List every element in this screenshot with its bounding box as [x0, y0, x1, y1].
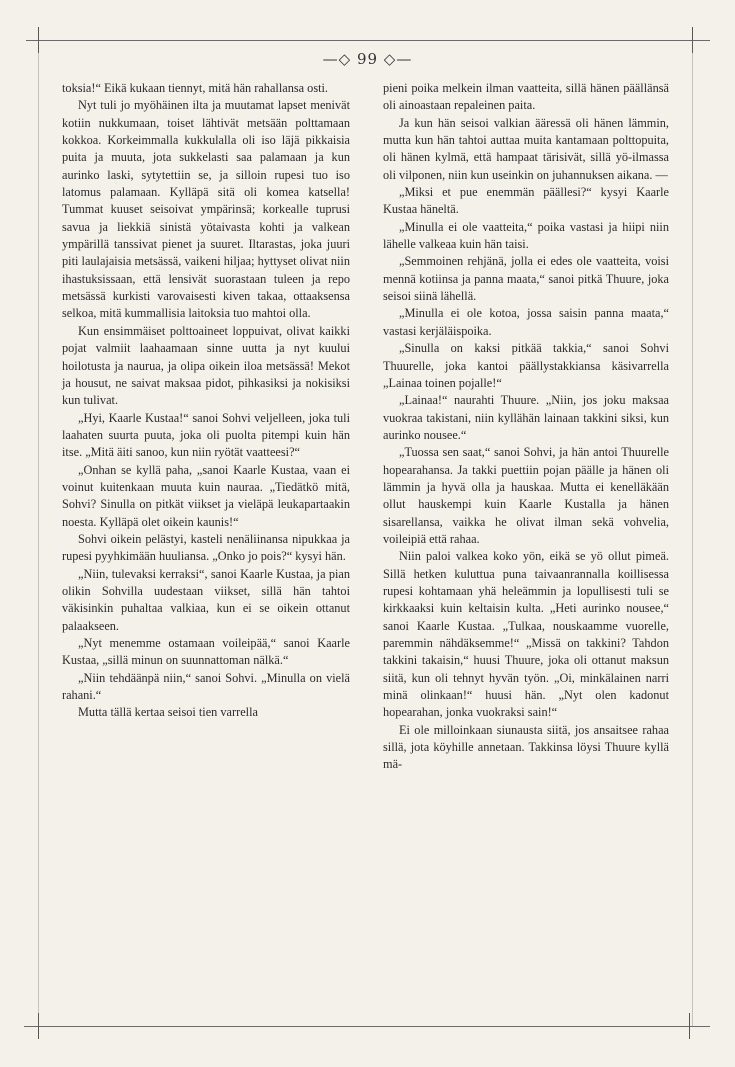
paragraph: „Hyi, Kaarle Kustaa!“ sanoi Sohvi veljelleen, joka tuli laahaten suurta puuta, joka oli puolta pitempi kuin hän itse. „Mitä äiti sanoo, kun niin ryötät vaatteesi?“	[62, 410, 350, 460]
paragraph: „Miksi et pue enemmän päällesi?“ kysyi Kaarle Kustaa häneltä.	[383, 185, 669, 217]
paragraph: „Onhan se kyllä paha, „sanoi Kaarle Kustaa, vaan ei voinut kuitenkaan muuta kuin nauraa. „Tiedätkö mitä, Sohvi? Sinulla on pitkät viikset ja vieläpä leukapartaakin noesta. Kylläpä olet oikein kaunis!“	[62, 462, 350, 529]
right-frame-line	[692, 40, 693, 1026]
paragraph: „Semmoinen rehjänä, jolla ei edes ole vaatteita, voisi mennä kotiinsa ja panna maata,“ sanoi pitkä Thuure, joka seisoi siinä lähellä.	[383, 254, 669, 304]
left-frame-line	[38, 40, 39, 1026]
paragraph: Ei ole milloinkaan siunausta siitä, jos ansaitsee rahaa sillä, jota köyhille annetaan. Takkinsa löysi Thuure kyllä mä-	[383, 722, 669, 772]
bottom-rule	[24, 1026, 710, 1027]
paragraph: pieni poika melkein ilman vaatteita, sillä hänen päällänsä oli ainoastaan repaleinen paita.	[383, 81, 669, 113]
paragraph: „Minulla ei ole kotoa, jossa saisin panna maata,“ vastasi kerjäläispoika.	[383, 306, 669, 338]
paragraph: „Tuossa sen saat,“ sanoi Sohvi, ja hän antoi Thuurelle hopearahansa. Ja takki puettiin pojan päälle ja hänen oli lämmin ja hyvä olla ja hauskaa. Mutta ei kenelläkään ollut hauskempi kuin Kaarle Kustalla ja hänen sisarellansa, vaikka he olivat ilman sekä vohvelia, voileipiä että rahaa.	[383, 445, 669, 546]
paragraph: „Sinulla on kaksi pitkää takkia,“ sanoi Sohvi Thuurelle, joka kantoi päällystakkiansa käsivarrella „Lainaa toinen pojalle!“	[383, 341, 669, 390]
paragraph: Mutta tällä kertaa seisoi tien varrella	[78, 705, 258, 720]
paragraph: Nyt tuli jo myöhäinen ilta ja muutamat lapset menivät kotiin nukkumaan, toiset lähtivät metsään polttamaan kokkoa. Korkeimmalla kukkulalla oli iso läjä pikkaisia puita ja muuta, jota sukkelasti saa palamaan ja kun aurinko laski, sytytettiin se, ja silloin rupesi tuo iso latomus palamaan. Kylläpä sitä oli komea katsella! Tummat kuuset seisoivat ympärinsä; korkealle tuprusi savua ja liekkiä sinistä yötaivasta kohti ja valkean ympärillä tanssivat pienet ja suuret. Iltarastas, joka juuri piti laulajaisia metsässä, vaikeni hiljaa; hyttyset olivat niin ihastuksissaan, että lensivät suorastaan tuleen ja repo metsässä kurkisti varovaisesti kiven takaa, ottaaksensa selkoa, mitä kummallisia laitoksia tuo mahtoi olla.	[62, 98, 350, 321]
paragraph: „Lainaa!“ naurahti Thuure. „Niin, jos joku maksaa vuokraa takistani, niin kyllähän lainaan takkini siksi, kun aurinko nousee.“	[383, 393, 669, 442]
paragraph: Niin paloi valkea koko yön, eikä se yö ollut pimeä. Sillä hetken kuluttua puna taivaanrannalla koillisessa rupesi kohtamaan yhä heleämmin ja lopullisesti tuli se kirkkaaksi kuin keltaisin kulta. „Heti aurinko nousee,“ sanoi Kaarle Kustaa. „Tulkaa, nouskaamme vuorelle, paremmin nähdäksemme!“ „Missä on takkini? Tahdon takkini takaisin,“ huusi Thuure, joka oli ottanut maksun siitä, kun oli tehnyt hyvän työn. „Oi, minkälainen narri minä olinkaan!“ huusi hän. „Nyt olen kadonut hopearahan, jonka vuokraksi sain!“	[383, 549, 669, 720]
left-text-column	[62, 80, 350, 722]
paragraph: Kun ensimmäiset polttoaineet loppuivat, olivat kaikki pojat valmiit laahaamaan sinne uutta ja nyt kuului hoilotusta ja naurua, ja olipa oikein iloa metsässä! Mekot ja housut, ne saivat maksaa pidot, pihkasiksi ja nokisiksi kun tulivat.	[62, 323, 350, 408]
paragraph: toksia!“ Eikä kukaan tiennyt, mitä hän rahallansa osti.	[62, 81, 329, 95]
paragraph: „Niin, tulevaksi kerraksi“, sanoi Kaarle Kustaa, ja pian olikin Sohvilla uudestaan viikset, sillä hän tahtoi väkisinkin puhaltaa valkiaa, kun ei se oikein ottanut palaakseen.	[62, 566, 350, 633]
paragraph: Ja kun hän seisoi valkian ääressä oli hänen lämmin, mutta kun hän tahtoi auttaa muita kantamaan polttopuita, oli hänen kylmä, että hampaat tärisivät, sillä yö-ilmassa oli vilponen, niin kun useinkin on juhannuksen aikana. —	[383, 115, 669, 182]
paragraph: Sohvi oikein pelästyi, kasteli nenäliinansa nipukkaa ja rupesi pyyhkimään huuliansa. „Onko jo pois?“ kysyi hän.	[62, 531, 350, 564]
right-text-column	[383, 80, 669, 774]
paragraph: „Minulla ei ole vaatteita,“ poika vastasi ja hiipi niin lähelle valkeaa kuin hän taisi.	[383, 219, 669, 252]
page-number: —◇ 99 ◇—	[322, 50, 413, 68]
paragraph: „Nyt menemme ostamaan voileipää,“ sanoi Kaarle Kustaa, „sillä minun on suunnattoman nälkä.“	[62, 636, 350, 668]
paragraph: „Niin tehdäänpä niin,“ sanoi Sohvi. „Minulla on vielä rahani.“	[62, 670, 350, 703]
crop-mark-bottom-right	[689, 1013, 690, 1039]
top-rule	[26, 40, 710, 41]
